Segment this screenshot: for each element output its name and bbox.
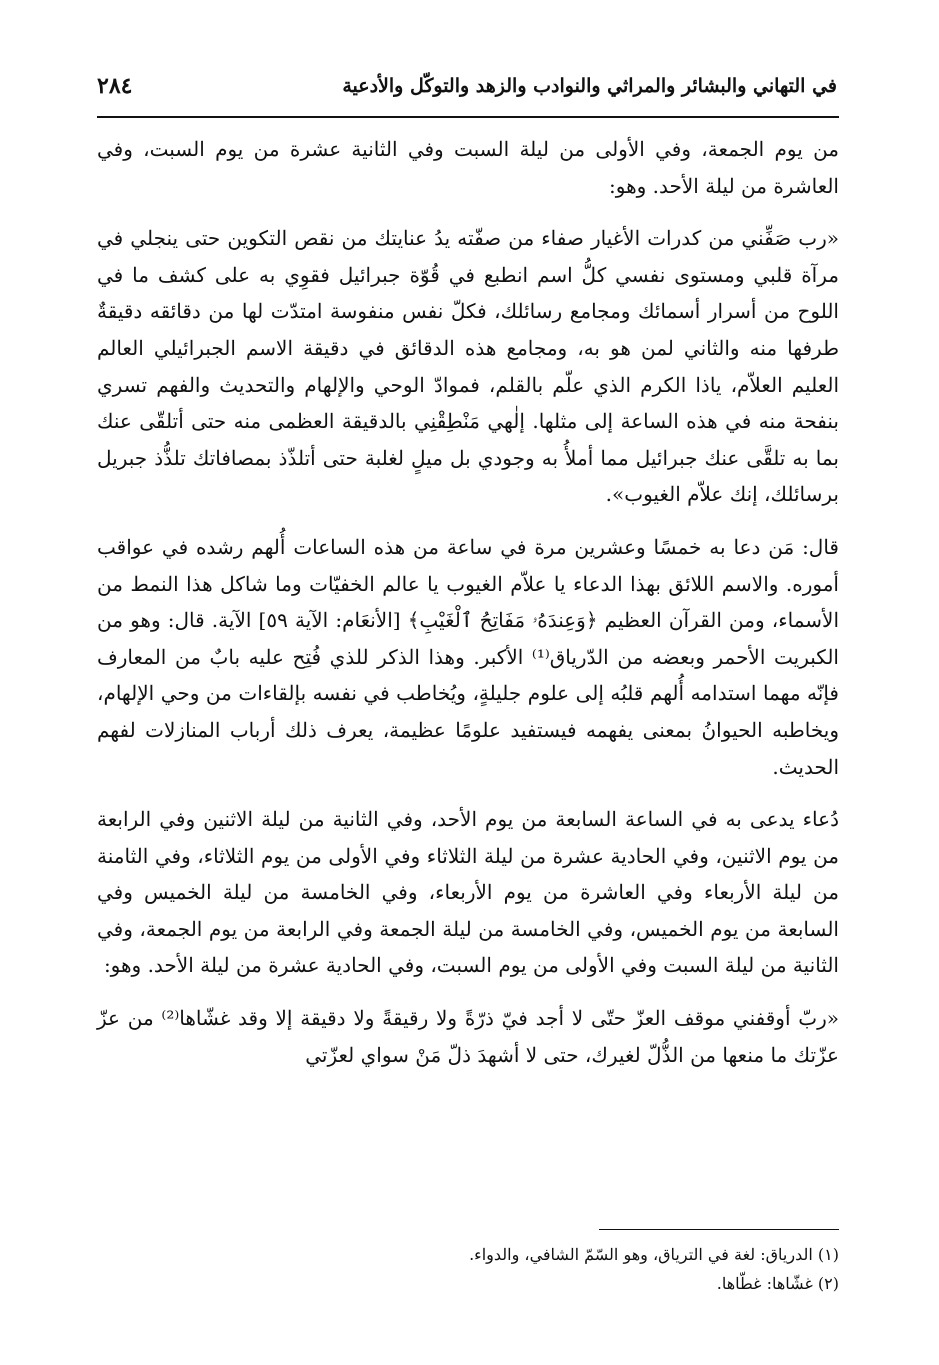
footnote-2: (٢) غشّاها: غطّاها. [716, 1274, 839, 1293]
paragraph-5: «ربّ أوقفني موقف العزّ حتّى لا أجد فيّ ذرّةً ولا رقيقةً ولا دقيقة إلا وقد غشّاها⁽²⁾ من عزّ عزّتك ما منعها من الذُّلّ لغيرك، حتى لا أشهدَ ذلّ مَنْ سواي لعزّتي [97, 1006, 839, 1067]
page-number: ٢٨٤ [97, 73, 133, 99]
header-title: في التهاني والبشائر والمراثي والنوادب والزهد والتوكّل والأدعية [342, 75, 837, 97]
paragraph-1: من يوم الجمعة، وفي الأولى من ليلة السبت وفي الثانية عشرة من يوم السبت، وفي العاشرة من ليلة الأحد. وهو: [97, 137, 839, 198]
footnote-1: (١) الدرياق: لغة في الترياق، وهو السّمّ الشافي، والدواء. [469, 1245, 839, 1264]
running-header [97, 66, 837, 106]
header-divider [97, 116, 839, 118]
footnote-divider [599, 1229, 839, 1230]
paragraph-4: دُعاء يدعى به في الساعة السابعة من يوم الأحد، وفي الثانية من ليلة الاثنين وفي الرابعة من يوم الاثنين، وفي الحادية عشرة من ليلة الثلاثاء وفي الأولى من يوم الثلاثاء، وفي الثامنة من ليلة الأربعاء وفي العاشرة من يوم الأربعاء، وفي الخامسة من ليلة الخميس وفي السابعة من يوم الخميس، وفي الخامسة من ليلة الجمعة وفي الرابعة من يوم الجمعة، وفي الثانية من ليلة السبت وفي الأولى من يوم السبت، وفي الحادية عشرة من ليلة الأحد. وهو: [97, 807, 840, 978]
main-text [97, 131, 839, 1089]
paragraph-3: قال: مَن دعا به خمسًا وعشرين مرة في ساعة من هذه الساعات أُلهم رشده في عواقب أموره. والاسم اللائق بهذا الدعاء يا علاّم الغيوب يا عالم الخفيّات وما شاكل هذا النمط من الأسماء، ومن القرآن العظيم ﴿وَعِندَهُۥ مَفَاتِحُ ٱلْغَيْبِ﴾ [الأنعَام: الآية ٥٩] الآية. قال: وهو من الكبريت الأحمر وبعضه من الدّرياق⁽¹⁾ الأكبر. وهذا الذكر للذي فُتِح عليه بابٌ من المعارف فإنّه مهما استدامه أُلهم قلبُه إلى علوم جليلةٍ، ويُخاطب في نفسه بإلقاءات من وحي الإلهام، ويخاطبه الحيوانُ بمعنى يفهمه فيستفيد علومًا عظيمة، يعرف ذلك أرباب المنازلات لفهم الحديث. [97, 534, 840, 779]
footnotes [97, 1240, 839, 1298]
paragraph-2: «رب صَفِّني من كدرات الأغيار صفاء من صفّته يدُ عنايتك من نقص التكوين حتى ينجلي في مرآة قلبي ومستوى نفسي كلُّ اسم انطبع في قُوّة جبرائيل فقوِي به على كشف ما في اللوح من أسرار أسمائك ومجامع رسائلك، فكلّ نفس منفوسة امتدّت لها من دقائقه دقيقةٌ طرفها منه والثاني لمن هو به، ومجامع هذه الدقائق في دقيقة الاسم الجبرائيلي العالم العليم العلاّم، ياذا الكرم الذي علّم بالقلم، فموادّ الوحي والإلهام والتحديث والفهم تسري بنفحة منه في هذه الساعة إلى مثلها. إلٰهي مَنْطِقْنِي بالدقيقة العظمى منه حتى أتلقّى عنك بما به تلقَّى عنك جبرائيل مما أملأُ به وجودي بل ميلٍ لغلبة حتى أتلذّذ بمصافاتك تلذُّذ جبريل برسائلك، إنك علاّم الغيوب». [97, 226, 840, 507]
